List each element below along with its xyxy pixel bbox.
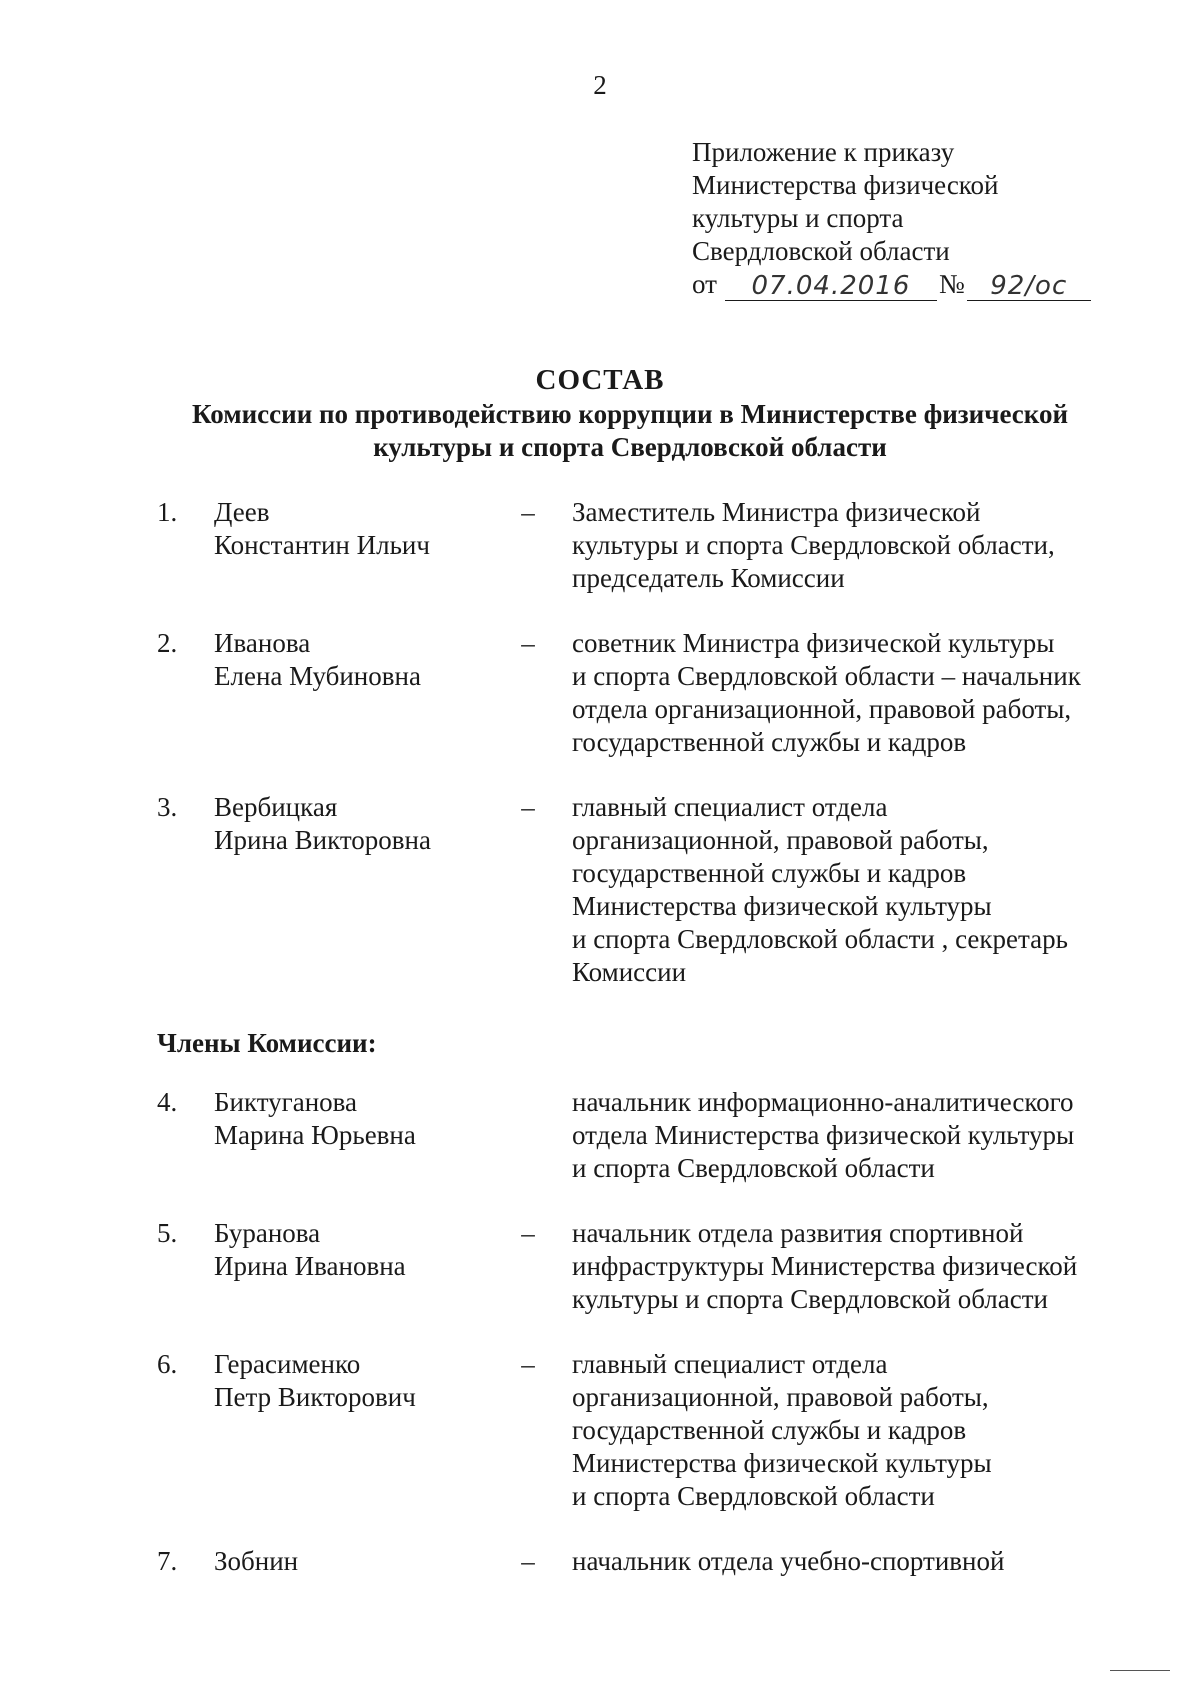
scan-mark bbox=[1110, 1670, 1170, 1671]
order-date-number-line bbox=[692, 268, 1091, 301]
surname: Иванова bbox=[214, 628, 311, 658]
role-line: государственной службы и кадров bbox=[572, 1415, 967, 1445]
appendix-line: культуры и спорта bbox=[692, 203, 904, 233]
surname: Вербицкая bbox=[214, 792, 338, 822]
appendix-line: Приложение к приказу bbox=[692, 137, 955, 167]
role-line: инфраструктуры Министерства физической bbox=[572, 1251, 1078, 1281]
item-number: 2. bbox=[157, 628, 178, 658]
dash-separator: – bbox=[521, 1218, 535, 1248]
item-number: 7. bbox=[157, 1546, 178, 1576]
appendix-block bbox=[692, 136, 1091, 301]
list-item bbox=[157, 791, 1127, 989]
surname: Герасименко bbox=[214, 1349, 361, 1379]
role-line: Министерства физической культуры bbox=[572, 891, 992, 921]
list-item bbox=[157, 1545, 1127, 1578]
role-description bbox=[572, 496, 1127, 595]
given-names: Марина Юрьевна bbox=[214, 1120, 416, 1150]
document-title bbox=[0, 362, 1200, 464]
role-line: государственной службы и кадров bbox=[572, 858, 967, 888]
appendix-line: Министерства физической bbox=[692, 170, 999, 200]
role-description bbox=[572, 1348, 1127, 1513]
role-line: культуры и спорта Свердловской области, bbox=[572, 530, 1055, 560]
role-line: культуры и спорта Свердловской области bbox=[572, 1284, 1048, 1314]
role-line: начальник отдела учебно-спортивной bbox=[572, 1546, 1005, 1576]
role-description bbox=[572, 627, 1127, 759]
surname: Зобнин bbox=[214, 1546, 299, 1576]
role-line: Министерства физической культуры bbox=[572, 1448, 992, 1478]
title-main: СОСТАВ bbox=[535, 364, 665, 396]
commission-list bbox=[157, 496, 1127, 1578]
dash-separator: – bbox=[521, 497, 535, 527]
members-list bbox=[157, 1086, 1127, 1578]
role-description bbox=[572, 1086, 1127, 1185]
role-line: отдела организационной, правовой работы, bbox=[572, 694, 1072, 724]
members-heading: Члены Комиссии: bbox=[157, 1028, 377, 1058]
role-line: начальник информационно-аналитического bbox=[572, 1087, 1074, 1117]
page-number: 2 bbox=[593, 70, 607, 100]
role-line: организационной, правовой работы, bbox=[572, 825, 989, 855]
handwritten-number: 92/ос bbox=[967, 272, 1091, 301]
handwritten-date: 07.04.2016 bbox=[725, 272, 937, 301]
role-line: советник Министра физической культуры bbox=[572, 628, 1055, 658]
item-number: 3. bbox=[157, 792, 178, 822]
title-line-1: Комиссии по противодействию коррупции в Министерстве физической bbox=[192, 399, 1068, 429]
item-number: 4. bbox=[157, 1087, 178, 1117]
given-names: Петр Викторович bbox=[214, 1382, 416, 1412]
role-line: председатель Комиссии bbox=[572, 563, 845, 593]
list-item bbox=[157, 1348, 1127, 1513]
title-line-2: культуры и спорта Свердловской области bbox=[373, 432, 887, 462]
role-line: Комиссии bbox=[572, 957, 687, 987]
surname: Биктуганова bbox=[214, 1087, 358, 1117]
dash-separator: – bbox=[521, 628, 535, 658]
role-line: отдела Министерства физической культуры bbox=[572, 1120, 1075, 1150]
list-item bbox=[157, 627, 1127, 759]
person-name bbox=[214, 1348, 484, 1414]
role-line: главный специалист отдела bbox=[572, 792, 888, 822]
dash-separator: – bbox=[521, 1349, 535, 1379]
list-item bbox=[157, 1086, 1127, 1185]
person-name bbox=[214, 791, 484, 857]
role-description bbox=[572, 1217, 1127, 1316]
role-line: и спорта Свердловской области bbox=[572, 1481, 935, 1511]
item-number: 6. bbox=[157, 1349, 178, 1379]
dash-separator: – bbox=[521, 1546, 535, 1576]
person-name bbox=[214, 1545, 484, 1578]
person-name bbox=[214, 627, 484, 693]
surname: Буранова bbox=[214, 1218, 321, 1248]
role-line: государственной службы и кадров bbox=[572, 727, 967, 757]
person-name bbox=[214, 1217, 484, 1283]
given-names: Елена Мубиновна bbox=[214, 661, 421, 691]
item-number: 5. bbox=[157, 1218, 178, 1248]
appendix-line: Свердловской области bbox=[692, 236, 950, 266]
number-label: № bbox=[938, 269, 965, 299]
date-prefix: от bbox=[692, 269, 717, 299]
role-line: организационной, правовой работы, bbox=[572, 1382, 989, 1412]
surname: Деев bbox=[214, 497, 270, 527]
person-name bbox=[214, 1086, 484, 1152]
role-description bbox=[572, 1545, 1127, 1578]
dash-separator: – bbox=[521, 792, 535, 822]
role-line: и спорта Свердловской области bbox=[572, 1153, 935, 1183]
role-line: главный специалист отдела bbox=[572, 1349, 888, 1379]
role-line: Заместитель Министра физической bbox=[572, 497, 981, 527]
given-names: Ирина Викторовна bbox=[214, 825, 431, 855]
given-names: Константин Ильич bbox=[214, 530, 430, 560]
item-number: 1. bbox=[157, 497, 178, 527]
role-line: и спорта Свердловской области , секретарь bbox=[572, 924, 1068, 954]
role-line: начальник отдела развития спортивной bbox=[572, 1218, 1024, 1248]
role-line: и спорта Свердловской области – начальник bbox=[572, 661, 1081, 691]
leadership-list bbox=[157, 496, 1127, 989]
list-item bbox=[157, 1217, 1127, 1316]
person-name bbox=[214, 496, 484, 562]
given-names: Ирина Ивановна bbox=[214, 1251, 406, 1281]
role-description bbox=[572, 791, 1127, 989]
list-item bbox=[157, 496, 1127, 595]
